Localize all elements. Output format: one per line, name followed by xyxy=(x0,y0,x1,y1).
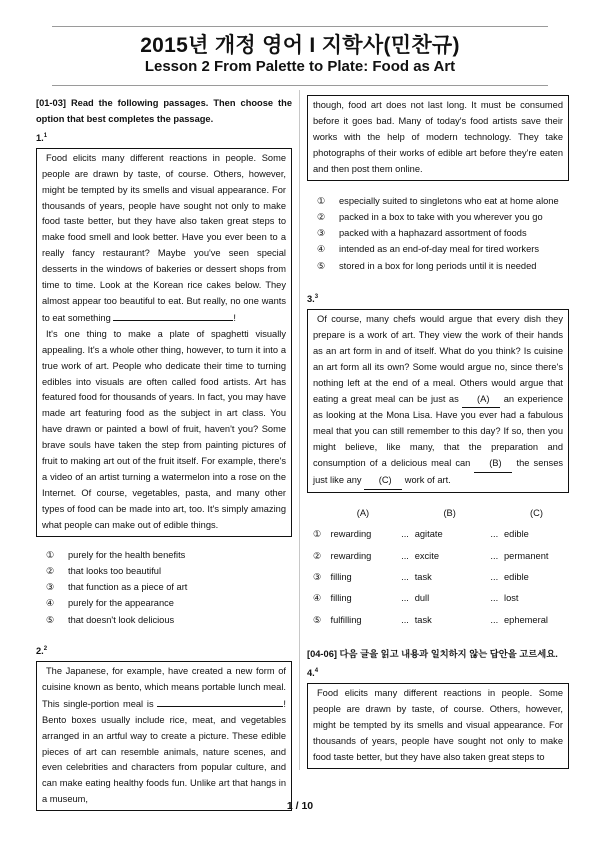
answer-option[interactable] xyxy=(313,546,569,567)
page-number: 1 / 10 xyxy=(286,800,314,812)
answer-option[interactable] xyxy=(317,193,569,209)
passage-paragraph: Food elicits many different reactions in people. Some people are drawn by taste, of course. Others, however, might be tempted by its smells and visual appearance. For thousands of years, people have sought not only to make food taste better, but they have also taken great steps to make food smell and look better. Have you ever been to a really fancy restaurant? Maybe you've seen special desserts in the windows of bakeries or dessert shops from time to time. Look at the Korean rice cakes below. They almost appear too beautiful to eat. But really, no one wants to eat something ! xyxy=(42,152,286,323)
option-c: lost xyxy=(504,593,519,604)
answer-option[interactable] xyxy=(46,579,292,595)
answer-option[interactable] xyxy=(317,241,569,257)
question-1-passage xyxy=(36,148,292,537)
answer-option[interactable] xyxy=(317,258,569,274)
answer-blank xyxy=(157,696,283,707)
option-number: ① xyxy=(313,529,322,540)
ellipsis: ... xyxy=(401,550,409,561)
option-b: excite xyxy=(414,550,440,561)
answer-option[interactable] xyxy=(46,595,292,611)
option-text: that doesn't look delicious xyxy=(68,614,175,625)
question-2-passage xyxy=(36,661,292,811)
option-b: task xyxy=(414,571,432,582)
passage-paragraph: Of course, many chefs would argue that every dish they prepare is a work of art. They view the work of their hands as an art form in and of itself. What do you think? Is cuisine an art form all its own? Some would argue no, since there's nothing left at the end of a meal. Others would argue that eating a great meal can be just as (A) an experience as looking at the Mona Lisa. Have you ever had a fabulous meal that you can still remember to this day? If so, then you might believe, like many, that the preparation and consumption of a delicious meal can (B) the senses just like any (C) work of art. xyxy=(313,312,563,490)
table-header-row xyxy=(313,503,569,524)
option-a: rewarding xyxy=(330,550,372,561)
question-2-options xyxy=(317,193,569,274)
question-3-footnote: 3 xyxy=(314,294,319,301)
question-2-footnote: 2 xyxy=(43,646,48,653)
question-1-number: 1.$^1$ xyxy=(36,132,48,143)
option-number: ③ xyxy=(46,582,55,593)
option-number: ④ xyxy=(317,244,326,255)
option-number: ② xyxy=(317,211,326,222)
answer-option[interactable] xyxy=(46,612,292,628)
option-text: that function as a piece of art xyxy=(68,582,188,593)
option-text: that looks too beautiful xyxy=(68,565,162,576)
option-number: ④ xyxy=(313,593,322,604)
option-b: task xyxy=(414,614,432,625)
option-c: permanent xyxy=(504,550,549,561)
ellipsis: ... xyxy=(490,614,499,625)
option-text: packed in a box to take with you wherever you go xyxy=(339,211,543,222)
ellipsis: ... xyxy=(490,529,499,540)
answer-option[interactable] xyxy=(313,610,569,631)
question-2-number: 2.$^2$ xyxy=(36,646,48,657)
left-column xyxy=(36,96,292,811)
answer-option[interactable] xyxy=(46,547,292,563)
option-number: ① xyxy=(317,195,326,206)
option-a: filling xyxy=(330,571,352,582)
ellipsis: ... xyxy=(401,571,409,582)
passage-paragraph: It's one thing to make a plate of spaghetti visually appealing. It's a whole other thing, however, to turn it into a true work of art. People who dedicate their time to turning edibles into visuals are often called food artists. Art has featured food for thousands of years. In fact, you may have made art featuring food as the subject in art class. You have drawn or painted a bowl of fruit, haven't you? Some brave souls have taken the step from painting pictures of fruit to making art out of the fruit itself. For example, there's a video of an artist turning a watermelon into a rose on the Internet. Of course, vegetables, pasta, and many other types of food can be made into art, too. It's simply amazing what people can make out of edible things. xyxy=(42,328,286,530)
option-b: agitate xyxy=(414,529,443,540)
header-rule xyxy=(52,85,548,86)
option-number: ① xyxy=(46,549,55,560)
option-number: ② xyxy=(313,550,322,561)
option-number: ⑤ xyxy=(313,614,322,625)
answer-option[interactable] xyxy=(313,589,569,610)
option-text: packed with a haphazard assortment of foods xyxy=(339,228,527,239)
option-number: ② xyxy=(46,565,55,576)
option-c: edible xyxy=(504,571,529,582)
question-4-footnote: 4 xyxy=(314,668,319,675)
option-number: ④ xyxy=(46,598,55,609)
answer-option[interactable] xyxy=(317,209,569,225)
passage-paragraph: Food elicits many different reactions in people. Some people are drawn by taste, of course. Others, however, might be tempted by its smells and visual appearance. For thousands of years, people have sought not only to make food taste better, but they have also taken great steps to xyxy=(313,688,563,762)
instruction-04-06: [04-06] 다음 글을 읽고 내용과 일치하지 않는 답안을 고르세요. xyxy=(307,649,558,660)
page-title: 2015년 개정 영어 I 지학사(민찬규) xyxy=(140,34,460,57)
column-header: (B) xyxy=(443,507,456,518)
option-b: dull xyxy=(414,593,430,604)
question-4-passage xyxy=(307,683,569,769)
right-column xyxy=(307,95,569,769)
ellipsis: ... xyxy=(401,593,409,604)
passage-paragraph: The Japanese, for example, have created a new form of cuisine known as bento, which means portable lunch meal. This single-portion meal is ! Bento boxes usually include rice, meat, and vegetables arranged in an artful way to create a picture. These edible pieces of art can resemble animals, nature scenes, and even celebrities and characters from popular culture, and can make eating healthy foods fun. Unlike art that hangs in a museum, xyxy=(42,666,286,805)
column-header: (A) xyxy=(356,507,370,518)
option-number: ⑤ xyxy=(317,260,326,271)
option-a: fulfilling xyxy=(330,614,362,625)
column-divider xyxy=(299,90,300,770)
option-number: ⑤ xyxy=(46,614,55,625)
top-rule xyxy=(52,26,548,27)
passage-paragraph: though, food art does not last long. It must be consumed before it goes bad. Many of today's food artists save their works with the help of modern technology. They take photographs of their works of edible art before they're eaten and then post them online. xyxy=(313,100,563,174)
answer-option[interactable] xyxy=(313,567,569,588)
question-1-footnote: 1 xyxy=(43,132,48,139)
answer-blank xyxy=(113,310,233,321)
instruction-01-03: [01-03] Read the following passages. Then choose the option that best completes the passage. xyxy=(36,98,292,124)
option-text: stored in a box for long periods until it is needed xyxy=(339,260,537,271)
answer-option[interactable] xyxy=(317,225,569,241)
option-c: edible xyxy=(504,529,529,540)
question-2-passage-continued xyxy=(307,95,569,181)
option-text: intended as an end-of-day meal for tired workers xyxy=(339,244,539,255)
option-number: ③ xyxy=(313,571,322,582)
question-3-number: 3.$^3$ xyxy=(307,294,319,305)
blank-c: (C) xyxy=(364,473,402,490)
lesson-subtitle: Lesson 2 From Palette to Plate: Food as Art xyxy=(144,58,456,75)
blank-b: (B) xyxy=(474,456,512,473)
option-text: purely for the appearance xyxy=(68,598,174,609)
option-a: rewarding xyxy=(330,529,372,540)
ellipsis: ... xyxy=(490,571,499,582)
question-3-passage xyxy=(307,309,569,493)
blank-a: (A) xyxy=(462,392,500,409)
ellipsis: ... xyxy=(401,614,409,625)
option-a: filling xyxy=(330,593,352,604)
answer-option[interactable] xyxy=(313,524,569,545)
option-number: ③ xyxy=(317,228,326,239)
question-4-number: 4.$^4$ xyxy=(307,668,319,679)
question-3-answer-table xyxy=(313,503,569,631)
option-c: ephemeral xyxy=(504,614,548,625)
option-text: especially suited to singletons who eat at home alone xyxy=(339,195,559,206)
ellipsis: ... xyxy=(401,529,409,540)
question-1-options xyxy=(46,547,292,628)
ellipsis: ... xyxy=(490,593,499,604)
ellipsis: ... xyxy=(490,550,499,561)
column-header: (C) xyxy=(530,507,543,518)
answer-option[interactable] xyxy=(46,563,292,579)
option-text: purely for the health benefits xyxy=(68,549,186,560)
